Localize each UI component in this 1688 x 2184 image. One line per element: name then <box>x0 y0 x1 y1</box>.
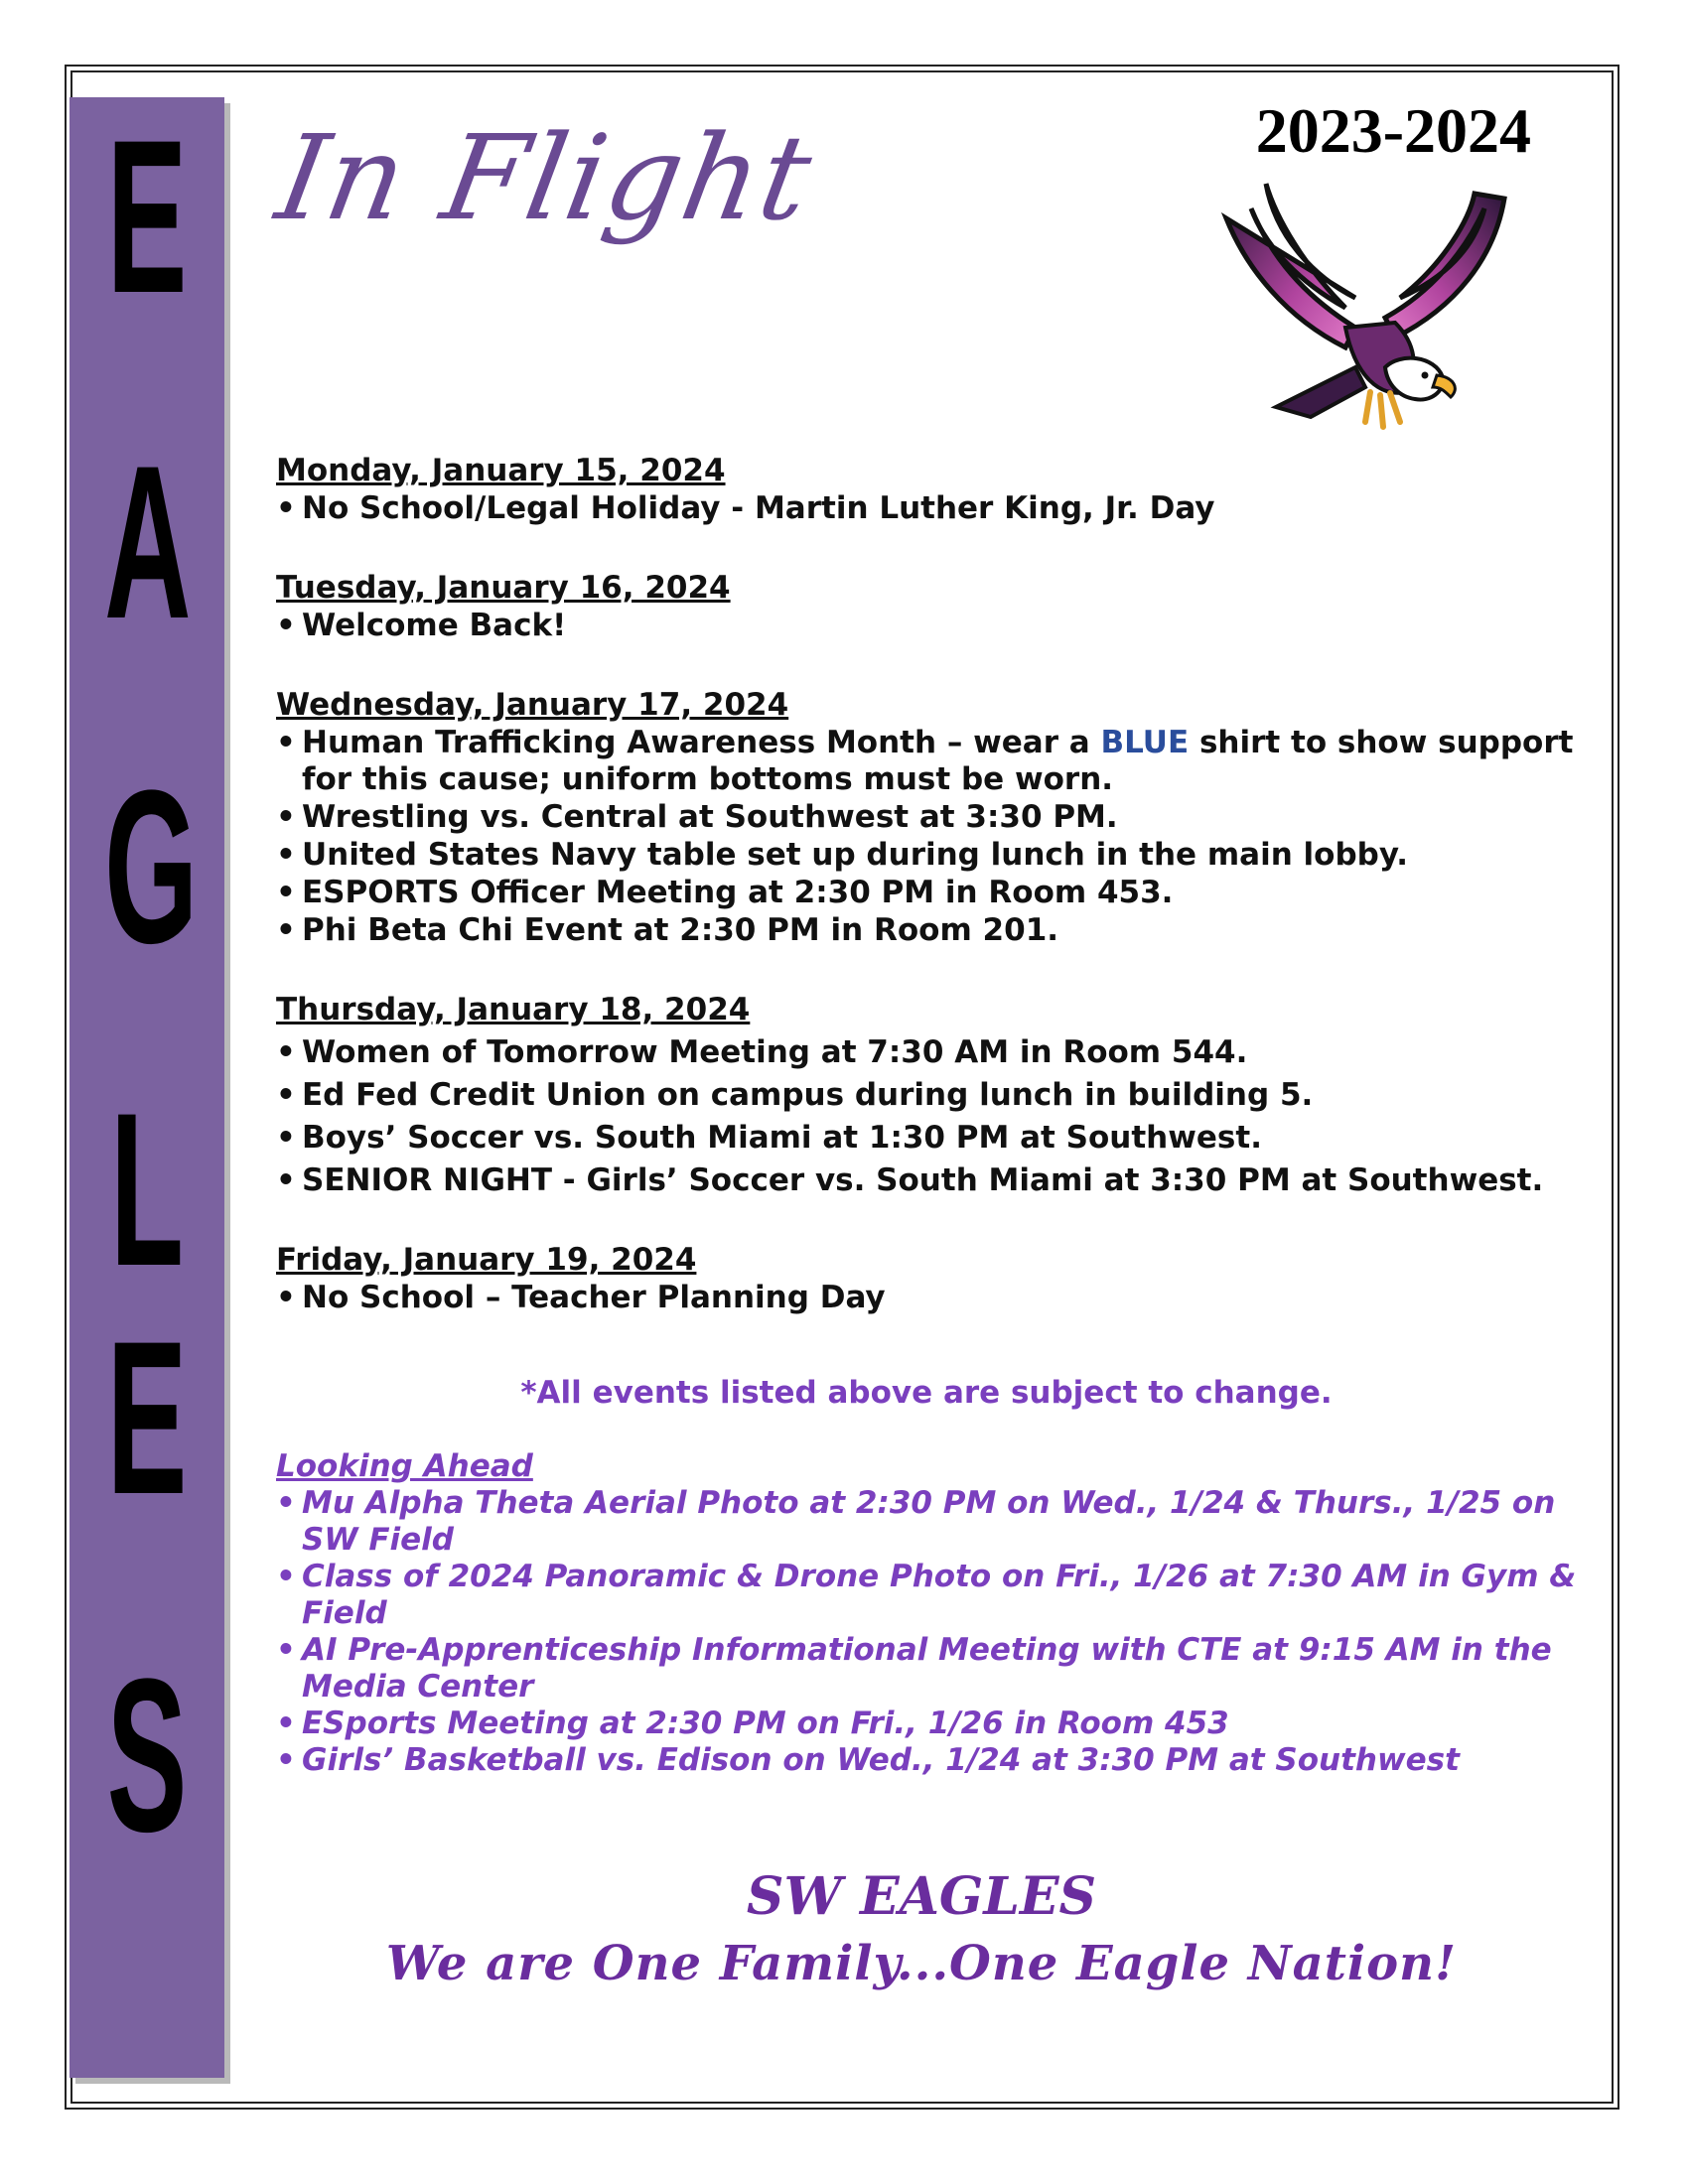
day-section <box>276 569 1577 644</box>
event-item: • Women of Tomorrow Meeting at 7:30 AM in Room 544. <box>276 1034 1577 1071</box>
day-heading: Friday, January 19, 2024 <box>276 1242 697 1278</box>
day-section <box>276 452 1577 527</box>
event-item: • Wrestling vs. Central at Southwest at 3:30 PM. <box>276 799 1577 836</box>
looking-ahead-section <box>276 1447 1577 1779</box>
sidebar-letter: E <box>106 94 188 339</box>
sidebar-letter: L <box>110 1067 184 1311</box>
disclaimer-note: *All events listed above are subject to change. <box>520 1375 1333 1411</box>
day-heading: Tuesday, January 16, 2024 <box>276 570 731 606</box>
event-item: • Boys’ Soccer vs. South Miami at 1:30 PM at Southwest. <box>276 1120 1577 1157</box>
footer-title: SW EAGLES <box>746 1866 1097 1927</box>
event-item: • Welcome Back! <box>276 608 1577 644</box>
eagle-mascot-icon <box>1206 179 1524 442</box>
event-item: • ESPORTS Officer Meeting at 2:30 PM in Room 453. <box>276 875 1577 911</box>
event-item-blue-shirt: • Human Trafficking Awareness Month – wear a BLUE shirt to show support for this cause; uniform bottoms must be worn. <box>276 725 1577 798</box>
day-heading: Thursday, January 18, 2024 <box>276 992 751 1027</box>
event-item: • No School – Teacher Planning Day <box>276 1280 1577 1316</box>
footer-slogan: We are One Family...One Eagle Nation! <box>385 1936 1458 1991</box>
event-list <box>276 490 1577 527</box>
weekly-events <box>276 452 1577 1358</box>
sidebar-letter: S <box>106 1633 188 1877</box>
looking-ahead-item: • Class of 2024 Panoramic & Drone Photo on Fri., 1/26 at 7:30 AM in Gym & Field <box>276 1559 1577 1632</box>
day-heading: Monday, January 15, 2024 <box>276 453 726 488</box>
event-item: • Phi Beta Chi Event at 2:30 PM in Room 201. <box>276 912 1577 949</box>
day-section <box>276 991 1577 1199</box>
eagles-sidebar <box>70 94 224 2078</box>
day-section <box>276 1241 1577 1316</box>
sidebar-letter: E <box>106 1296 188 1540</box>
day-heading: Wednesday, January 17, 2024 <box>276 687 789 723</box>
looking-ahead-list <box>276 1485 1577 1779</box>
newsletter-title: In Flight <box>267 109 823 246</box>
event-item: • Ed Fed Credit Union on campus during lunch in building 5. <box>276 1077 1577 1114</box>
event-list <box>276 725 1577 949</box>
event-list <box>276 1280 1577 1316</box>
school-year: 2023-2024 <box>1255 95 1531 166</box>
sidebar-letter: A <box>104 420 192 664</box>
sidebar-letter: G <box>104 745 199 989</box>
looking-ahead-item: • ESports Meeting at 2:30 PM on Fri., 1/26 in Room 453 <box>276 1706 1577 1742</box>
looking-ahead-item: • Girls’ Basketball vs. Edison on Wed., 1/24 at 3:30 PM at Southwest <box>276 1742 1577 1779</box>
event-item: • United States Navy table set up during lunch in the main lobby. <box>276 837 1577 874</box>
blue-highlight: BLUE <box>1100 725 1190 760</box>
looking-ahead-item: • Mu Alpha Theta Aerial Photo at 2:30 PM on Wed., 1/24 & Thurs., 1/25 on SW Field <box>276 1485 1577 1559</box>
event-item: • SENIOR NIGHT - Girls’ Soccer vs. South Miami at 3:30 PM at Southwest. <box>276 1162 1577 1199</box>
looking-ahead-item: • AI Pre-Apprenticeship Informational Meeting with CTE at 9:15 AM in the Media Center <box>276 1632 1577 1706</box>
event-list <box>276 608 1577 644</box>
day-section <box>276 686 1577 949</box>
event-item: • No School/Legal Holiday - Martin Luther King, Jr. Day <box>276 490 1577 527</box>
looking-ahead-heading: Looking Ahead <box>276 1448 533 1484</box>
event-list <box>276 1034 1577 1199</box>
